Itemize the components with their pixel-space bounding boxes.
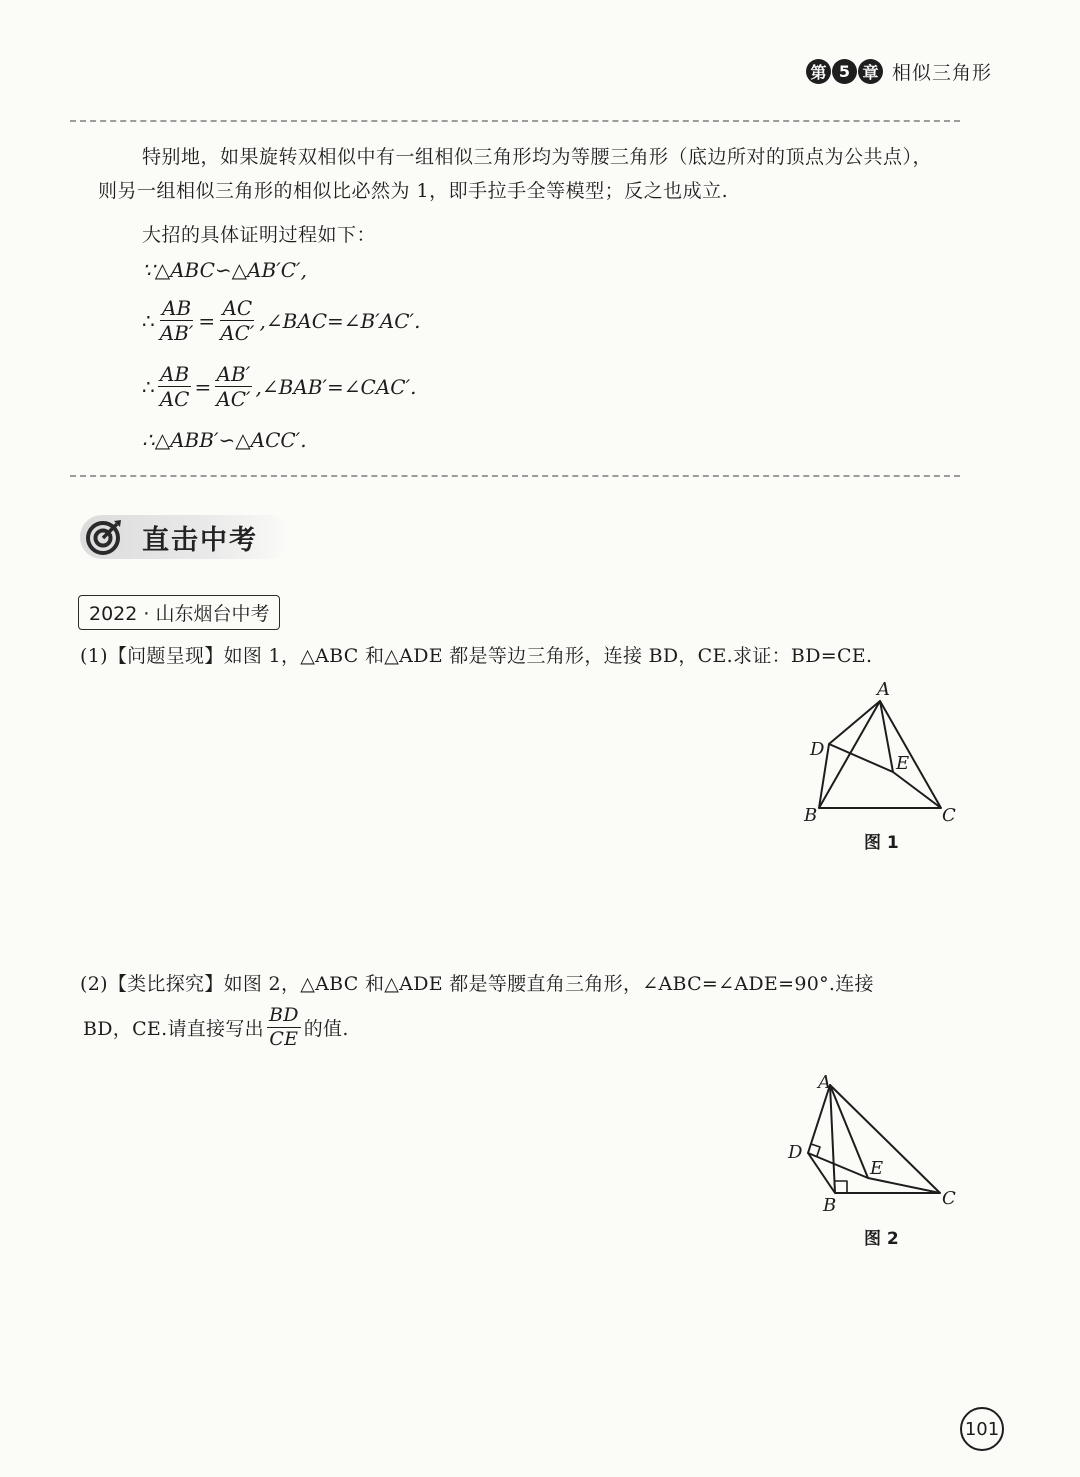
top-divider bbox=[70, 120, 960, 122]
therefore-symbol: ∴ bbox=[142, 308, 155, 333]
fig1-label-e: E bbox=[896, 753, 910, 774]
chapter-chip-post: 章 bbox=[858, 59, 883, 84]
question-2-suffix: 的值. bbox=[303, 1017, 349, 1040]
question-2-line-2 bbox=[83, 1005, 349, 1050]
fig2-label-e: E bbox=[870, 1158, 884, 1179]
proof-step-3 bbox=[142, 363, 417, 410]
fig1-label-b: B bbox=[804, 805, 818, 825]
fraction-denominator: CE bbox=[269, 1027, 299, 1050]
fig2-label-c: C bbox=[942, 1188, 956, 1209]
chapter-badge bbox=[806, 57, 992, 85]
fraction-ac-over-acprime bbox=[218, 297, 256, 344]
fig2-label-b: B bbox=[823, 1195, 837, 1216]
fraction-numerator: AB bbox=[160, 362, 190, 386]
figure-2-diagram bbox=[780, 1068, 970, 1218]
fraction-abprime-over-acprime bbox=[214, 363, 252, 410]
question-2-prefix: BD，CE.请直接写出 bbox=[83, 1017, 264, 1040]
fig2-label-d: D bbox=[788, 1142, 803, 1163]
right-angle-mark-b bbox=[835, 1181, 847, 1193]
fraction-bd-over-ce bbox=[267, 1005, 301, 1050]
proof-step-1 bbox=[142, 258, 307, 282]
segment-ce bbox=[868, 1178, 940, 1193]
fraction-denominator: AC′ bbox=[220, 321, 255, 345]
triangle-abc bbox=[819, 701, 941, 808]
therefore-symbol: ∴ bbox=[142, 374, 155, 399]
section-title: 直击中考 bbox=[142, 524, 258, 556]
triangle-ade bbox=[808, 1085, 868, 1178]
fraction-ab-over-ac bbox=[158, 363, 192, 410]
fraction-numerator: BD bbox=[268, 1004, 299, 1026]
fig1-label-d: D bbox=[810, 739, 825, 760]
proof-heading: 大招的具体证明过程如下： bbox=[142, 224, 377, 246]
bottom-divider bbox=[70, 475, 960, 477]
chapter-chip-pre: 第 bbox=[806, 59, 831, 84]
fraction-numerator: AB′ bbox=[216, 362, 251, 386]
fig2-label-a: A bbox=[818, 1072, 831, 1093]
fraction-denominator: AC′ bbox=[216, 387, 251, 411]
triangle-abc bbox=[830, 1085, 940, 1193]
question-1: (1)【问题呈现】如图 1，△ABC 和△ADE 都是等边三角形，连接 BD，CE.求证：BD=CE. bbox=[80, 645, 873, 667]
fig1-label-c: C bbox=[942, 805, 956, 825]
triangle-ade bbox=[829, 701, 893, 772]
page-number: 101 bbox=[960, 1407, 1004, 1451]
intro-paragraph: 特别地，如果旋转双相似中有一组相似三角形均为等腰三角形（底边所对的顶点为公共点），则另一组相似三角形的相似比必然为 1，即手拉手全等模型；反之也成立. bbox=[98, 146, 933, 203]
chapter-chip-num: 5 bbox=[832, 59, 857, 84]
equals-sign: = bbox=[194, 374, 212, 399]
figure-1-caption: 图 1 bbox=[864, 833, 899, 853]
fraction-ab-over-abprime bbox=[158, 297, 196, 344]
chapter-title: 相似三角形 bbox=[892, 61, 993, 84]
proof-step-2 bbox=[142, 297, 420, 344]
fraction-numerator: AB bbox=[162, 296, 192, 320]
exam-source-tag: 2022 · 山东烟台中考 bbox=[78, 595, 280, 630]
question-2-line-1: (2)【类比探究】如图 2，△ABC 和△ADE 都是等腰直角三角形，∠ABC=∠ADE=90°.连接 bbox=[80, 973, 874, 995]
segment-ce bbox=[893, 772, 941, 808]
target-icon bbox=[84, 517, 124, 557]
proof-step-1-text: ∵△ABC∽△AB′C′, bbox=[142, 258, 307, 282]
fraction-denominator: AC bbox=[159, 387, 190, 411]
proof-step-4 bbox=[142, 428, 307, 452]
fig1-label-a: A bbox=[877, 679, 890, 700]
fraction-numerator: AC bbox=[222, 296, 253, 320]
equals-sign: = bbox=[198, 308, 216, 333]
figure-2-caption: 图 2 bbox=[864, 1229, 899, 1249]
fraction-denominator: AB′ bbox=[159, 321, 194, 345]
section-header bbox=[80, 515, 290, 559]
proof-step-4-text: ∴△ABB′∽△ACC′. bbox=[142, 428, 307, 452]
figure-1-diagram bbox=[800, 675, 970, 825]
proof-step-3-suffix: ,∠BAB′=∠CAC′. bbox=[255, 374, 417, 399]
proof-step-2-suffix: ,∠BAC=∠B′AC′. bbox=[259, 308, 421, 333]
